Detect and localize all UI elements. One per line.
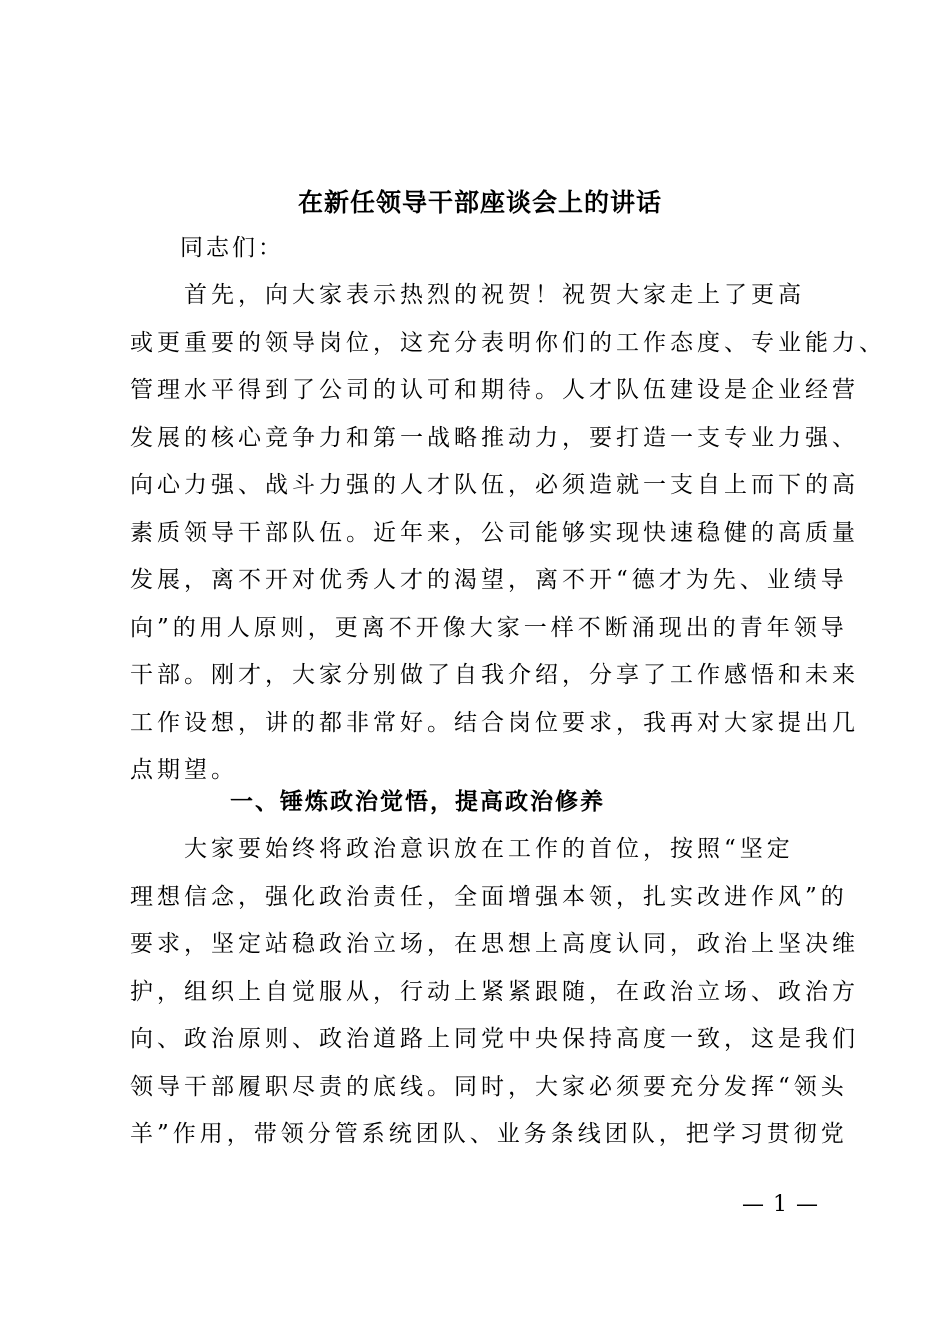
paragraph-2-line: 大家要始终将政治意识放在工作的首位，按照“坚定 xyxy=(130,836,794,862)
paragraph-2 xyxy=(130,826,859,1159)
paragraph-1-line: 干部。刚才，大家分别做了自我介绍，分享了工作感悟和未来 xyxy=(130,662,859,688)
paragraph-1-line: 或更重要的领导岗位，这充分表明你们的工作态度、专业能力、 xyxy=(130,329,886,356)
paragraph-1-line: 向心力强、战斗力强的人才队伍，必须造就一支自上而下的高 xyxy=(130,472,859,498)
paragraph-1-line: 首先，向大家表示热烈的祝贺！祝贺大家走上了更高 xyxy=(130,282,805,308)
paragraph-1-line: 管理水平得到了公司的认可和期待。人才队伍建设是企业经营 xyxy=(130,377,859,403)
page-number: — 1 — xyxy=(742,1192,819,1217)
section-heading: 一、锤炼政治觉悟，提高政治修养 xyxy=(230,789,605,815)
paragraph-2-line: 要求，坚定站稳政治立场，在思想上高度认同，政治上坚决维 xyxy=(130,931,859,957)
paragraph-2-line: 护，组织上自觉服从，行动上紧紧跟随，在政治立场、政治方 xyxy=(130,978,859,1005)
paragraph-2-line: 羊”作用，带领分管系统团队、业务条线团队，把学习贯彻党 xyxy=(130,1121,848,1147)
paragraph-1-line: 工作设想，讲的都非常好。结合岗位要求，我再对大家提出几 xyxy=(130,709,859,736)
paragraph-2-line: 向、政治原则、政治道路上同党中央保持高度一致，这是我们 xyxy=(130,1026,859,1052)
paragraph-1-line: 发展的核心竞争力和第一战略推动力，要打造一支专业力强、 xyxy=(130,424,859,451)
paragraph-1 xyxy=(130,272,886,795)
paragraph-1-line: 向”的用人原则，更离不开像大家一样不断涌现出的青年领导 xyxy=(130,614,848,641)
document-title: 在新任领导干部座谈会上的讲话 xyxy=(297,188,662,217)
paragraph-2-line: 理想信念，强化政治责任，全面增强本领，扎实改进作风”的 xyxy=(130,883,848,910)
paragraph-1-line: 素质领导干部队伍。近年来，公司能够实现快速稳健的高质量 xyxy=(130,519,859,546)
paragraph-1-line: 点期望。 xyxy=(130,757,238,783)
paragraph-1-line: 发展，离不开对优秀人才的渴望，离不开“德才为先、业绩导 xyxy=(130,567,848,593)
paragraph-2-line: 领导干部履职尽责的底线。同时，大家必须要充分发挥“领头 xyxy=(130,1073,848,1100)
salutation: 同志们： xyxy=(180,235,284,261)
